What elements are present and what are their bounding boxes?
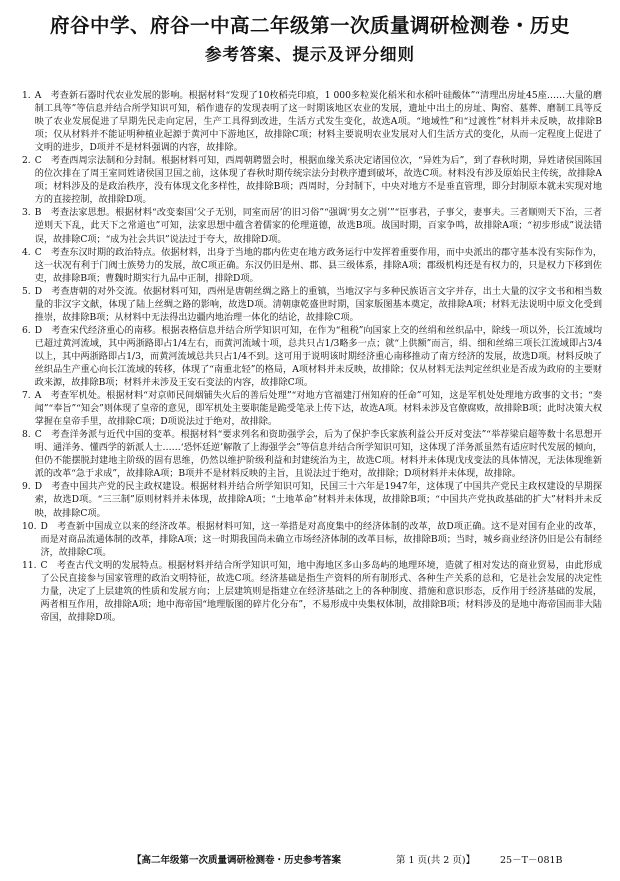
answer-text: A 考查军机处。根据材料“对京师民间烟铺失火后的善后处理”“对地方官福建汀州知府的任命”可知，这是军机处处理地方政事的文书；“奏闻”“奉旨”“知会”则体现了皇帝的意见，即军机处主要职能是跪受笔录上传下达，故选A项。材料未涉及官僚腐败，故排除B项；此时决策大权掌握在皇帝手里，故排除C项；D项说法过于绝对，故排除。	[34, 391, 602, 428]
answer-text: D 考查新中国成立以来的经济改革。根据材料可知，这一举措是对高度集中的经济体制的改革，故D项正确。这不是对国有企业的改革，而是对商品流通体制的改革，排除A项；这一时期我国尚未确立市场经济体制的改革目标，故排除B项；当时，城乡商业经济仍旧是公有制经济，故排除C项。	[40, 521, 602, 558]
question-number: 1.	[22, 91, 31, 101]
page-footer	[0, 852, 620, 866]
answer-item	[22, 207, 602, 246]
question-number: 2.	[22, 156, 31, 167]
question-number: 4.	[22, 247, 31, 258]
answer-item	[22, 155, 602, 207]
answer-item	[22, 90, 602, 155]
footer-page-number: 第 1 页(共 2 页)】	[396, 855, 476, 866]
answer-item	[22, 521, 602, 560]
answer-text: A 考查新石器时代农业发展的影响。根据材料“发现了10枚稻壳印痕，1 000多粒炭化稻米和水稻叶硅酸体”“清理出房址45座……大量的磨制工具等”等信息并结合所学知识可知，稻作遗存的发现表明了这一时期该地区农业的发展，遗址中出土的房址、陶窑、墓葬、磨制工具等反映了农业发展促进了早期先民走向定居，生产工具得到改进，生活方式发生变化，故选A项。“地域性”和“过渡性”材料并未反映，故排除B项；仅从材料并不能证明种植业起源于黄河中下游地区，故排除C项；材料主要说明农业发展对人们生活方式的变化，从而一定程度上促进了文明的进步，D项并不是材料强调的内容，故排除。	[34, 91, 602, 154]
answer-text: C 考查东汉时期的政治特点。依据材料，出身于当地的郡内佐吏在地方政务运行中发挥着重要作用，而中央派出的郡守基本没有实际作为，这一状况有利于门阀士族势力的发展，故C项正确。东汉仍旧是州、郡、县三级体系，排除A项；郡级机构还是有权力的，只是权力下移到佐吏，故排除B项；曹魏时期实行九品中正制，排除D项。	[34, 247, 602, 284]
answer-item	[22, 325, 602, 390]
answer-text: C 考查古代文明的发展特点。根据材料并结合所学知识可知，地中海地区多山多岛屿的地理环境，造就了相对发达的商业贸易，由此形成了公民直接参与国家管理的政治文明特征，故选C项。经济基础是指生产资料的所有制形式、各种生产关系的总和，它是社会发展的决定性力量，决定了上层建筑的性质和发展方向；上层建筑则是指建立在经济基础之上的各种制度、措施和意识形态，反作用于经济基础的发展，两者相互作用，故排除A项；地中海帝国“地理版图的碎片化分布”，不易形成中央集权体制，故排除B项；材料涉及的是地中海帝国而非大陆帝国，故排除D项。	[40, 560, 602, 623]
answer-item	[22, 390, 602, 429]
page-subtitle: 参考答案、提示及评分细则	[205, 45, 415, 64]
answer-list	[22, 90, 602, 625]
answer-text: B 考查法家思想。根据材料“改变秦国‘父子无别，同室而居’的旧习俗”“强调‘男女之别’”“臣事君，子事父，妻事夫。三者顺则天下治，三者逆则天下乱，此天下之常道也”可知，法家思想中蕴含着儒家的伦理道德，故选B项。战国时期，百家争鸣，故排除A项；“初步形成”说法错误，故排除C项；“成为社会共识”说法过于夸大，故排除D项。	[34, 208, 602, 245]
answer-text: D 考查中国共产党的民主政权建设。根据材料并结合所学知识可知，民国三十六年是1947年，这体现了中国共产党民主政权建设的早期探索，故选D项。“三三制”原则材料并未体现，故排除A项；“土地革命”材料并未体现，故排除B项；“中国共产党执政基础的扩大”材料并未反映，故排除C项。	[34, 482, 602, 519]
answer-item	[22, 429, 602, 481]
question-number: 3.	[22, 208, 31, 219]
question-number: 11.	[22, 560, 37, 571]
answer-text: C 考查西周宗法制和分封制。根据材料可知，西周朝聘盟会时，根据血缘关系决定诸国位次，“异姓为后”，到了春秋时期，异姓诸侯国陈国的位次排在了周王室同姓诸侯国卫国之前，这体现了春秋时期传统宗法分封秩序遭到破坏，故选C项。材料没有涉及原始民主传统，故排除A项；材料涉及的是政治秩序，没有体现文化多样性，故排除B项；西周时，分封制下，中央对地方不是垂直管理，即分封制原本就未实现对地方的直接控制，故排除D项。	[34, 156, 602, 206]
question-number: 10.	[22, 521, 37, 532]
answer-item	[22, 481, 602, 520]
question-number: 9.	[22, 482, 31, 493]
question-number: 6.	[22, 325, 31, 336]
answer-item	[22, 247, 602, 286]
question-number: 5.	[22, 286, 31, 297]
answer-item	[22, 560, 602, 625]
footer-code: 25－T－081B	[500, 855, 563, 866]
answer-item	[22, 286, 602, 325]
question-number: 8.	[22, 430, 31, 441]
answer-text: D 考查唐朝的对外交流。依据材料可知，西州是唐朝丝绸之路上的重镇，当地汉字与多种民族语言文字并存，出土大量的汉字文书和相当数量的非汉字文献，体现了陆上丝绸之路的影响，故选D项。清朝康乾盛世时期，国家版图基本奠定，故排除A项；材料无法说明中原文化受到推崇，故排除B项；从材料中无法得出边疆内地治理一体化的结论，故排除C项。	[34, 286, 602, 323]
footer-title: 【高二年级第一次质量调研检测卷・历史参考答案	[132, 855, 342, 866]
question-number: 7.	[22, 391, 31, 402]
answer-text: C 考查洋务派与近代中国的变革。根据材料“要求列名和资助强学会，后为了保护李氏家族利益公开反对变法”“举荐梁启超等数十名思想开明、通洋务、懂西学的新派人士……‘恐怀廷逆’解散了上海强学会”等信息并结合所学知识可知，这体现了洋务派虽然有适应时代发展的倾向，但仍不能摆脱封建地主阶级的固有思维，仍然以维护阶级利益和封建统治为主，故选C项。材料并未体现戊戌变法的具体情况，无法体现维新派的改革“急于求成”，故排除A项；B项并不是材料反映的主旨，且说法过于绝对，故排除；D项材料并未体现，故排除。	[34, 430, 602, 480]
answer-text: D 考查宋代经济重心的南移。根据表格信息并结合所学知识可知，在作为“租税”向国家上交的丝绢和丝织品中，除线一项以外，长江流域均已超过黄河流域，其中两浙路即占1/4左右，而黄河流域十项，总共只占1/3略多一点；就“上供额”而言，绢、细和丝绵三项长江流域即占3/4以上，其中两浙路即占1/3，而黄河流域总共只占1/4不到。这可用于说明该时期经济重心南移推动了南方经济的发展，故选D项。材料反映了丝织品生产重心向长江流域的转移，体现了“南重北轻”的格局，A项材料并未反映，故排除；仅从材料无法判定丝织业是否成为政府的主要财政来源，故排除B项；材料并未涉及王安石变法的内容，故排除C项。	[34, 325, 602, 389]
page-title: 府谷中学、府谷一中高二年级第一次质量调研检测卷・历史	[49, 14, 570, 37]
